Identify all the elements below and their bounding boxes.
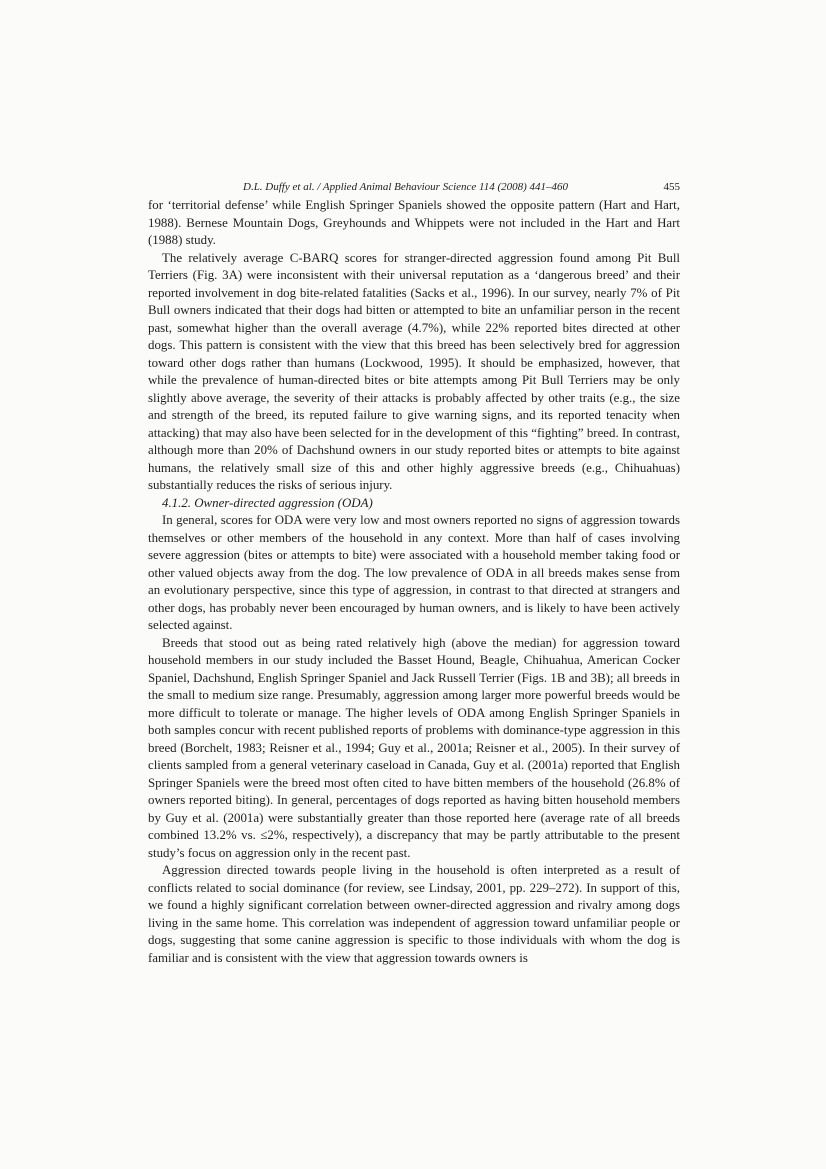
paragraph: Aggression directed towards people living in the household is often interpreted as a result of conflicts related to social dominance (for review, see Lindsay, 2001, pp. 229–272). In support of this, we found a highly significant correlation between owner-directed aggression and rivalry among dogs living in the same home. This correlation was independent of aggression toward unfamiliar people or dogs, suggesting that some canine aggression is specific to those individuals with whom the dog is familiar and is consistent with the view that aggression towards owners is — [148, 863, 680, 965]
section-heading: 4.1.2. Owner-directed aggression (ODA) — [162, 495, 373, 510]
paragraph: for ‘territorial defense’ while English Springer Spaniels showed the opposite pattern (Hart and Hart, 1988). Bernese Mountain Dogs, Greyhounds and Whippets were not included in the Hart and Hart (1988) study. — [148, 198, 680, 247]
running-head: D.L. Duffy et al. / Applied Animal Behaviour Science 114 (2008) 441–460 — [243, 181, 569, 193]
paragraph: Breeds that stood out as being rated relatively high (above the median) for aggression toward household members in our study included the Basset Hound, Beagle, Chihuahua, American Cocker Spaniel, Dachshund, English Springer Spaniel and Jack Russell Terrier (Figs. 1B and 3B); all breeds in the small to medium size range. Presumably, aggression among larger more powerful breeds would be more difficult to tolerate or manage. The higher levels of ODA among English Springer Spaniels in both samples concur with recent published reports of problems with dominance-type aggression in this breed (Borchelt, 1983; Reisner et al., 1994; Guy et al., 2001a; Reisner et al., 2005). In their survey of clients sampled from a general veterinary caseload in Canada, Guy et al. (2001a) reported that English Springer Spaniels were the breed most often cited to have bitten members of the household (26.8% of owners reported biting). In general, percentages of dogs reported as having bitten household members by Guy et al. (2001a) were substantially greater than those reported here (average rate of all breeds combined 13.2% vs. ≤2%, respectively), a discrepancy that may be partly attributable to the present study’s focus on aggression only in the recent past. — [148, 635, 680, 860]
page-number: 455 — [663, 181, 680, 193]
body-text — [148, 197, 680, 967]
paragraph: In general, scores for ODA were very low and most owners reported no signs of aggression towards themselves or other members of the household in any context. More than half of cases involving severe aggression (bites or attempts to bite) were associated with a household member taking food or other valued objects away from the dog. The low prevalence of ODA in all breeds makes sense from an evolutionary perspective, since this type of aggression, in contrast to that directed at strangers and other dogs, has probably never been encouraged by human owners, and is likely to have been actively selected against. — [148, 513, 680, 632]
paragraph: The relatively average C-BARQ scores for stranger-directed aggression found among Pit Bull Terriers (Fig. 3A) were inconsistent with their universal reputation as a ‘dangerous breed’ and their reported involvement in dog bite-related fatalities (Sacks et al., 1996). In our survey, nearly 7% of Pit Bull owners indicated that their dogs had bitten or attempted to bite an unfamiliar person in the recent past, somewhat higher than the overall average (4.7%), while 22% reported bites directed at other dogs. This pattern is consistent with the view that this breed has been selectively bred for aggression toward other dogs rather than humans (Lockwood, 1995). It should be emphasized, however, that while the prevalence of human-directed bites or bite attempts among Pit Bull Terriers may be only slightly above average, the severity of their attacks is probably affected by other traits (e.g., the size and strength of the breed, its reputed failure to give warning signs, and its reported tenacity when attacking) that may also have been selected for in the development of this “fighting” breed. In contrast, although more than 20% of Dachshund owners in our study reported bites or attempts to bite against humans, the relatively small size of this and other highly aggressive breeds (e.g., Chihuahuas) substantially reduces the risks of serious injury. — [148, 250, 680, 492]
